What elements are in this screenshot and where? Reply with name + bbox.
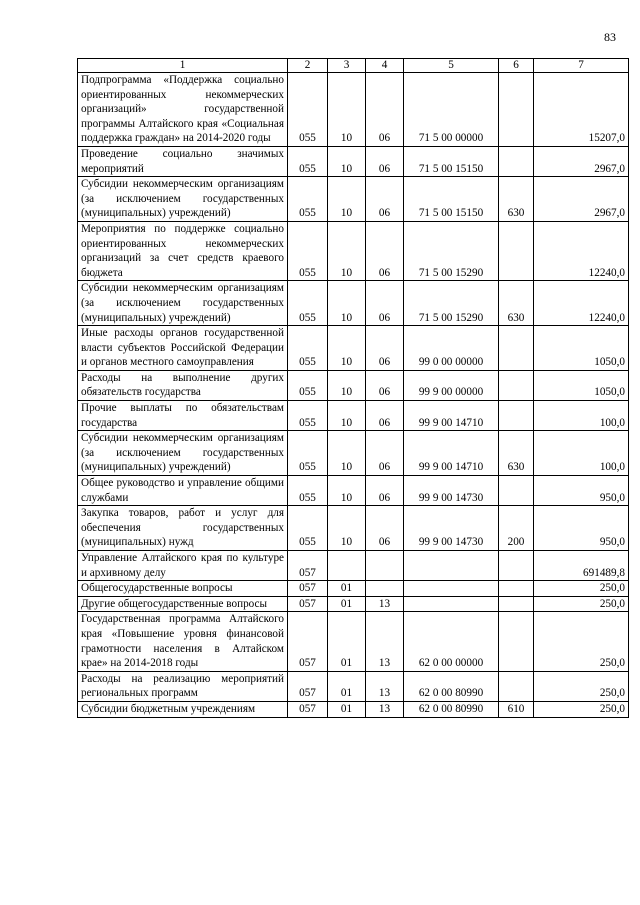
cell-expense-type [499,612,534,671]
cell-department-code: 057 [288,551,328,581]
table-row [78,431,629,476]
cell-section-code: 01 [328,596,366,612]
cell-section-code [328,551,366,581]
cell-amount: 950,0 [534,506,629,551]
cell-target-article: 62 0 00 00000 [404,612,499,671]
cell-subsection-code: 06 [366,326,404,371]
cell-department-code: 055 [288,281,328,326]
cell-department-code: 055 [288,370,328,400]
cell-subsection-code: 06 [366,476,404,506]
cell-name: Управление Алтайского края по культуре и архивному делу [78,551,288,581]
table-row [78,281,629,326]
cell-expense-type [499,73,534,147]
cell-expense-type [499,671,534,701]
cell-target-article: 71 5 00 15290 [404,221,499,280]
cell-department-code: 057 [288,701,328,717]
cell-target-article: 99 9 00 14730 [404,506,499,551]
table-row [78,612,629,671]
cell-department-code: 057 [288,581,328,597]
cell-subsection-code: 06 [366,370,404,400]
cell-subsection-code: 13 [366,701,404,717]
table-body [78,73,629,718]
column-header: 6 [499,59,534,73]
table-row [78,476,629,506]
table-row [78,73,629,147]
cell-section-code: 10 [328,431,366,476]
cell-target-article: 99 9 00 14710 [404,431,499,476]
cell-amount: 15207,0 [534,73,629,147]
table-row [78,701,629,717]
cell-amount: 250,0 [534,596,629,612]
cell-department-code: 055 [288,326,328,371]
column-header: 1 [78,59,288,73]
cell-department-code: 055 [288,506,328,551]
cell-department-code: 057 [288,671,328,701]
cell-expense-type: 200 [499,506,534,551]
cell-target-article: 99 0 00 00000 [404,326,499,371]
cell-name: Общее руководство и управление общими службами [78,476,288,506]
cell-department-code: 055 [288,73,328,147]
cell-amount: 2967,0 [534,177,629,222]
table-row [78,596,629,612]
header-row [78,59,629,73]
cell-target-article: 71 5 00 15150 [404,146,499,176]
cell-expense-type: 630 [499,281,534,326]
cell-department-code: 055 [288,146,328,176]
table-row [78,326,629,371]
cell-section-code: 10 [328,476,366,506]
cell-target-article: 62 0 00 80990 [404,701,499,717]
cell-expense-type [499,146,534,176]
cell-subsection-code: 13 [366,612,404,671]
cell-section-code: 10 [328,370,366,400]
cell-name: Субсидии бюджетным учреждениям [78,701,288,717]
cell-name: Другие общегосударственные вопросы [78,596,288,612]
cell-section-code: 01 [328,581,366,597]
cell-department-code: 055 [288,431,328,476]
cell-department-code: 057 [288,612,328,671]
page-number: 83 [604,30,616,44]
cell-subsection-code [366,551,404,581]
cell-section-code: 10 [328,506,366,551]
table-row [78,581,629,597]
cell-target-article [404,596,499,612]
cell-subsection-code: 13 [366,671,404,701]
cell-section-code: 01 [328,671,366,701]
cell-name: Расходы на реализацию мероприятий региональных программ [78,671,288,701]
cell-section-code: 01 [328,612,366,671]
cell-section-code: 10 [328,73,366,147]
cell-section-code: 10 [328,221,366,280]
cell-amount: 12240,0 [534,221,629,280]
cell-name: Субсидии некоммерческим организациям (за исключением государственных (муниципальных) учреждений) [78,177,288,222]
cell-name: Проведение социально значимых мероприятий [78,146,288,176]
column-header: 4 [366,59,404,73]
cell-target-article: 71 5 00 00000 [404,73,499,147]
cell-amount: 12240,0 [534,281,629,326]
table-row [78,370,629,400]
column-header: 3 [328,59,366,73]
cell-amount: 100,0 [534,401,629,431]
cell-expense-type [499,370,534,400]
cell-expense-type [499,401,534,431]
cell-expense-type [499,581,534,597]
column-header: 5 [404,59,499,73]
cell-expense-type [499,221,534,280]
table-row [78,177,629,222]
table-row [78,146,629,176]
cell-name: Государственная программа Алтайского края «Повышение уровня финансовой грамотности населения в Алтайском крае» на 2014-2018 годы [78,612,288,671]
cell-target-article: 99 9 00 00000 [404,370,499,400]
budget-table [77,58,629,718]
cell-expense-type [499,326,534,371]
cell-subsection-code: 06 [366,431,404,476]
cell-department-code: 055 [288,476,328,506]
cell-section-code: 10 [328,326,366,371]
cell-section-code: 01 [328,701,366,717]
cell-expense-type [499,476,534,506]
cell-subsection-code: 06 [366,221,404,280]
cell-amount: 250,0 [534,581,629,597]
cell-section-code: 10 [328,281,366,326]
cell-expense-type [499,551,534,581]
cell-amount: 950,0 [534,476,629,506]
column-header: 7 [534,59,629,73]
cell-name: Общегосударственные вопросы [78,581,288,597]
table-row [78,671,629,701]
cell-department-code: 055 [288,401,328,431]
cell-target-article: 99 9 00 14710 [404,401,499,431]
table-row [78,401,629,431]
cell-target-article: 99 9 00 14730 [404,476,499,506]
cell-expense-type [499,596,534,612]
cell-name: Прочие выплаты по обязательствам государства [78,401,288,431]
cell-expense-type: 630 [499,431,534,476]
cell-name: Подпрограмма «Поддержка социально ориентированных некоммерческих организаций» государственной программы Алтайского края «Социальная поддержка граждан» на 2014-2020 годы [78,73,288,147]
cell-target-article: 71 5 00 15150 [404,177,499,222]
table-row [78,221,629,280]
cell-amount: 1050,0 [534,370,629,400]
cell-section-code: 10 [328,146,366,176]
cell-amount: 1050,0 [534,326,629,371]
cell-subsection-code: 06 [366,281,404,326]
cell-subsection-code [366,581,404,597]
cell-department-code: 055 [288,221,328,280]
cell-amount: 250,0 [534,671,629,701]
cell-name: Расходы на выполнение других обязательств государства [78,370,288,400]
cell-target-article: 71 5 00 15290 [404,281,499,326]
cell-subsection-code: 06 [366,401,404,431]
column-header: 2 [288,59,328,73]
cell-name: Субсидии некоммерческим организациям (за исключением государственных (муниципальных) учреждений) [78,281,288,326]
cell-subsection-code: 06 [366,177,404,222]
cell-section-code: 10 [328,177,366,222]
cell-name: Закупка товаров, работ и услуг для обеспечения государственных (муниципальных) нужд [78,506,288,551]
cell-name: Иные расходы органов государственной власти субъектов Российской Федерации и органов местного самоуправления [78,326,288,371]
cell-expense-type: 630 [499,177,534,222]
cell-amount: 250,0 [534,612,629,671]
cell-subsection-code: 13 [366,596,404,612]
cell-subsection-code: 06 [366,506,404,551]
cell-amount: 691489,8 [534,551,629,581]
cell-department-code: 057 [288,596,328,612]
cell-target-article [404,581,499,597]
cell-name: Мероприятия по поддержке социально ориентированных некоммерческих организаций за счет средств краевого бюджета [78,221,288,280]
cell-amount: 250,0 [534,701,629,717]
cell-target-article: 62 0 00 80990 [404,671,499,701]
table-row [78,551,629,581]
cell-expense-type: 610 [499,701,534,717]
cell-name: Субсидии некоммерческим организациям (за исключением государственных (муниципальных) учреждений) [78,431,288,476]
cell-target-article [404,551,499,581]
cell-department-code: 055 [288,177,328,222]
cell-amount: 2967,0 [534,146,629,176]
cell-amount: 100,0 [534,431,629,476]
table-row [78,506,629,551]
cell-subsection-code: 06 [366,73,404,147]
cell-section-code: 10 [328,401,366,431]
cell-subsection-code: 06 [366,146,404,176]
